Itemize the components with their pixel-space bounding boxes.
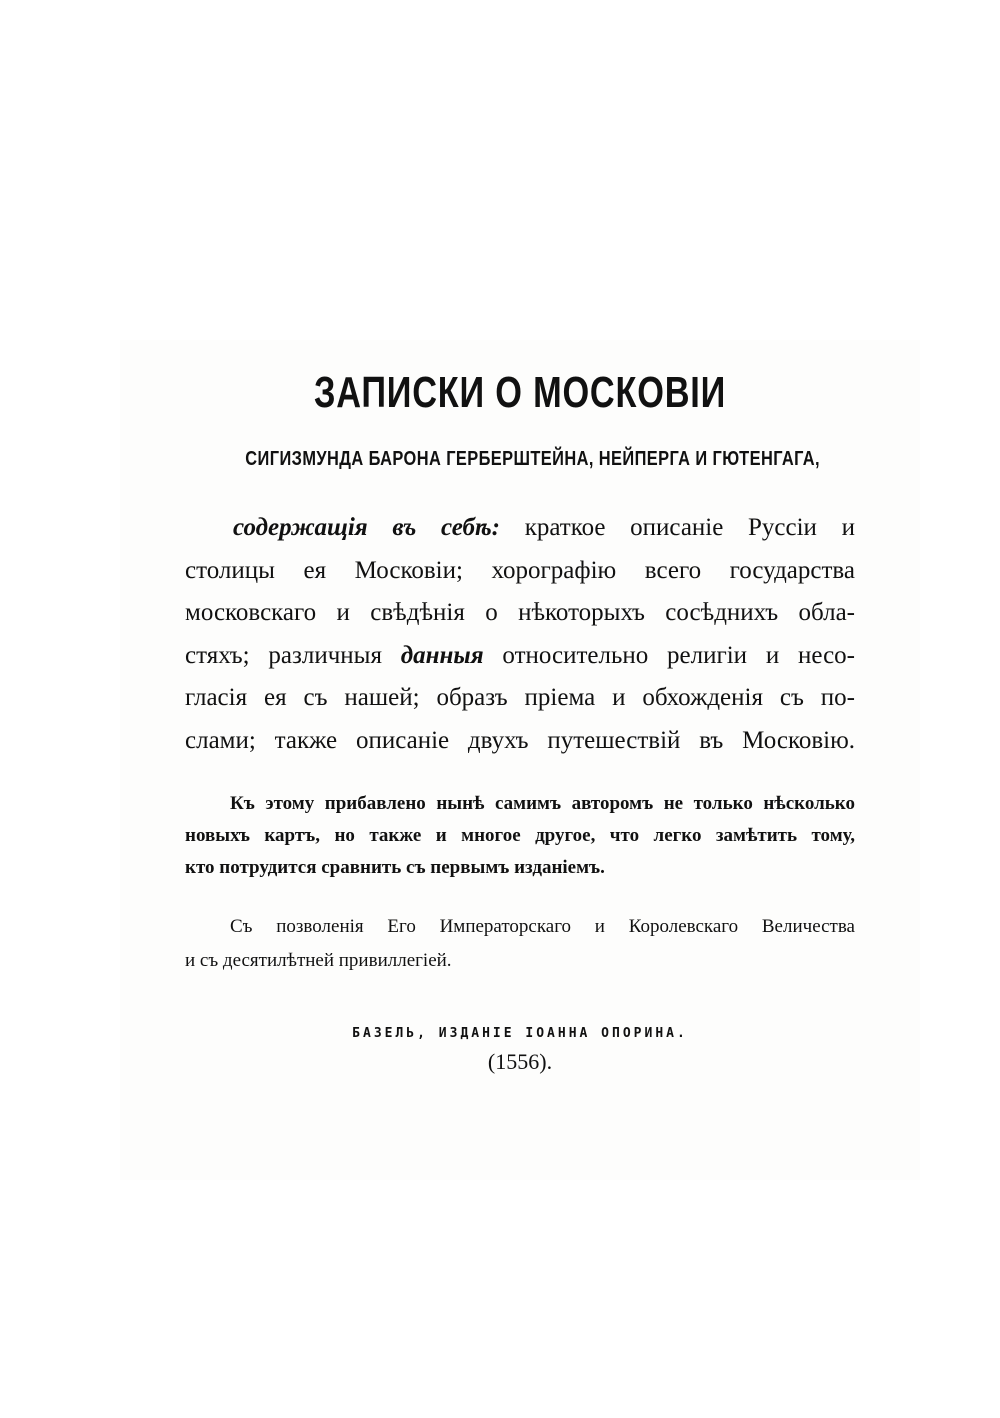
contents-line-6: слами; также описаніе двухъ путешествій въ Московію. (185, 726, 855, 754)
addition-line-1: Къ этому прибавлено нынѣ самимъ авторомъ не только нѣсколько (230, 793, 855, 814)
contents-line-2: столицы ея Московіи; хорографію всего государства (185, 556, 855, 584)
contents-paragraph (185, 507, 855, 762)
contents-line-1 (185, 507, 855, 550)
contents-lead-italic: содержащія въ себѣ: (233, 514, 501, 541)
contents-line-4-before: стяхъ; различныя (185, 641, 401, 669)
contents-line-4 (185, 635, 855, 678)
addition-paragraph (185, 788, 855, 884)
privilege-line-1: Съ позволенія Его Императорскаго и Королевскаго Величества (230, 916, 855, 937)
addition-line-2: новыхъ картъ, но также и многое другое, что легко замѣтить тому, (185, 825, 855, 846)
imprint-line: БАЗЕЛЬ, ИЗДАНІЕ ІОАННА ОПОРИНА. (352, 1026, 688, 1041)
contents-line-1-text: краткое описаніе Руссіи и (500, 514, 855, 541)
contents-line-4-italic: данныя (400, 641, 484, 669)
publication-year: (1556). (487, 1049, 553, 1074)
addition-line-3: кто потрудится сравнить съ первымъ изданіемъ. (185, 857, 605, 878)
contents-line-5: гласія ея съ нашей; образъ пріема и обхожденія съ по- (185, 684, 855, 711)
contents-line-4-after: относительно религіи и несо- (483, 641, 855, 669)
contents-line-3: московскаго и свѣдѣнія о нѣкоторыхъ сосѣднихъ обла- (185, 599, 855, 626)
author-line: СИГИЗМУНДА БАРОНА ГЕРБЕРШТЕЙНА, НЕЙПЕРГА И ГЮТЕНГАГА, (245, 448, 821, 470)
title-page (185, 360, 855, 1075)
book-title: ЗАПИСКИ О МОСКОВІИ (313, 368, 727, 417)
privilege-line-2: и съ десятилѣтней привиллегіей. (185, 950, 452, 971)
privilege-paragraph (185, 910, 855, 978)
